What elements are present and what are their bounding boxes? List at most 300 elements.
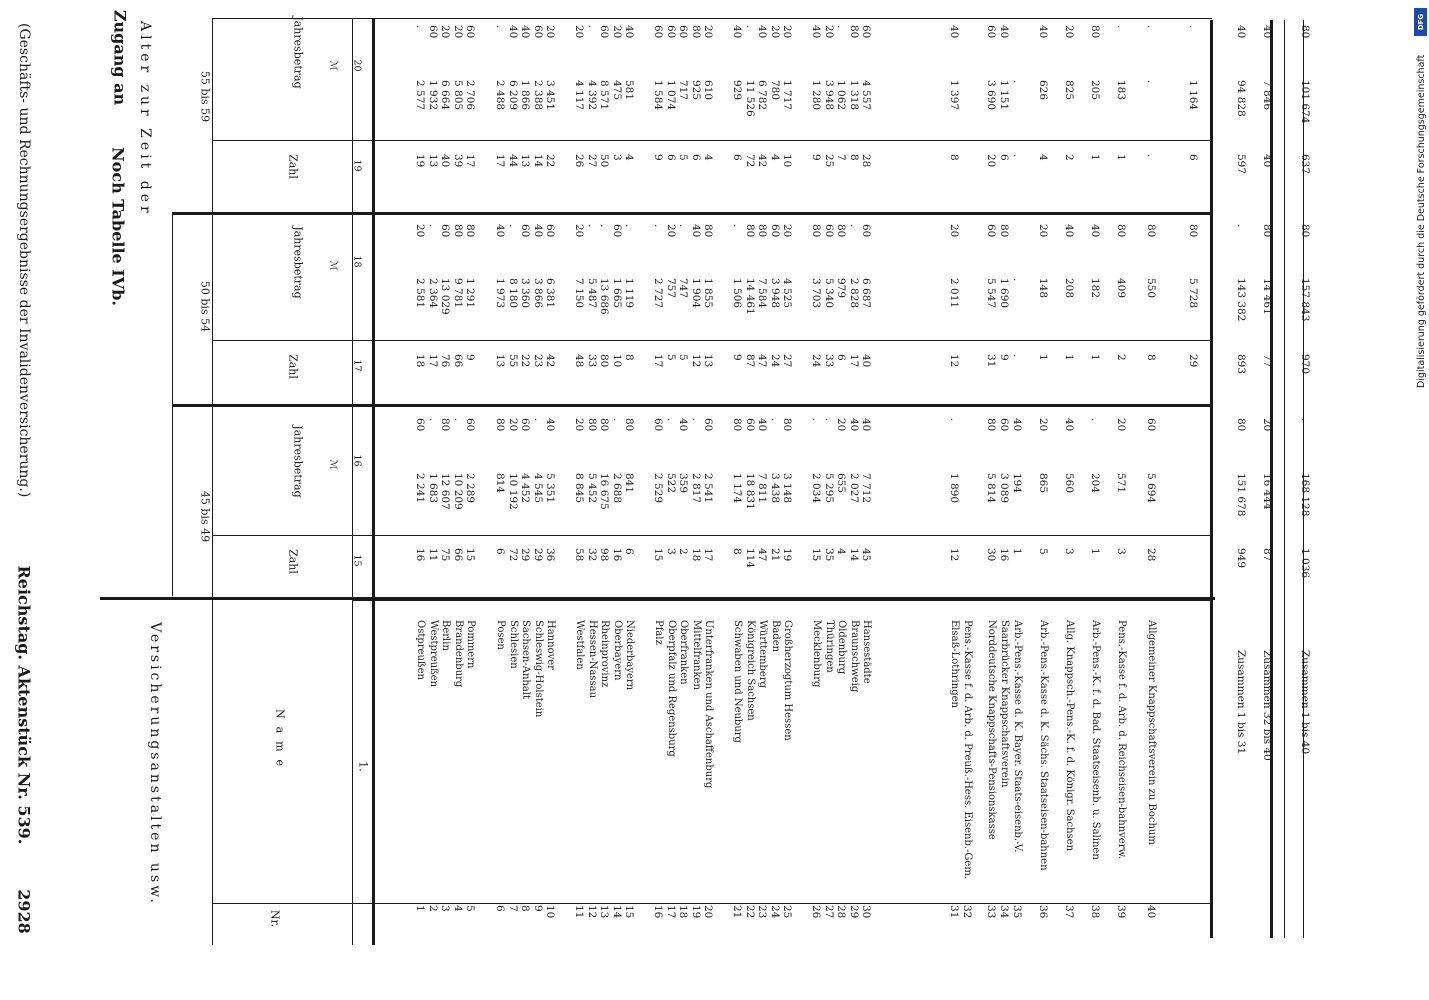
cell-c16: 5 694: [1145, 473, 1157, 504]
row-nr: 18: [677, 905, 690, 919]
cell-p20: 20: [781, 25, 794, 39]
cell-c18: 979: [835, 278, 848, 299]
cell-p16: 80: [439, 418, 452, 432]
cell-c16: 865: [1037, 473, 1049, 494]
cell-c19: 6: [731, 154, 743, 161]
cell-c18: 1 665: [610, 278, 623, 309]
row-name: Oldenburg: [836, 620, 848, 675]
cell-p18: 60: [768, 224, 781, 238]
cell-c17: 13: [494, 354, 506, 368]
cell-p18: 20: [948, 224, 960, 238]
cell-c18: 6 381: [544, 278, 557, 309]
row-name: Königreich Sachsen: [744, 620, 756, 721]
row-nr: 40: [1145, 905, 1157, 919]
cell-p16: 20: [1037, 418, 1049, 432]
cell-p18: 60: [822, 224, 835, 238]
cell-c17: 40: [860, 354, 873, 368]
cell-c16: 5 814: [985, 473, 997, 504]
row-nr: 8: [519, 905, 532, 912]
row-nr: 35: [1011, 905, 1023, 919]
group-label-50-54: 50 bis 54: [198, 280, 212, 333]
total-c20: 101 674: [1299, 80, 1311, 124]
cell-c16: 4 545: [531, 473, 544, 504]
cell-c18: 182: [1089, 278, 1101, 299]
cell-c15: 15: [464, 548, 477, 562]
cell-c19: .: [1011, 154, 1023, 158]
cell-c17: 27: [781, 354, 794, 368]
cell-c20: 929: [731, 80, 743, 101]
cell-c15: 28: [1145, 548, 1157, 562]
cell-c16: 10 209: [451, 473, 464, 510]
row-nr: 20: [702, 905, 715, 919]
cell-p20: 60: [464, 25, 477, 39]
cell-c19: 9: [652, 154, 664, 161]
unit-18: ℳ: [327, 260, 339, 271]
page-number: 2928: [14, 889, 34, 934]
cell-p16: 60: [652, 418, 664, 432]
cell-c18: 1 506: [731, 278, 743, 309]
row-nr: 21: [731, 905, 743, 919]
cell-p20: .: [1115, 25, 1127, 29]
cell-c15: 32: [585, 548, 598, 562]
cell-c20: 6 664: [439, 80, 452, 111]
cell-c16: 16 675: [598, 473, 611, 510]
cell-c18: 1 119: [623, 278, 636, 309]
cell-p16: 80: [598, 418, 611, 432]
cell-p18: 60: [544, 224, 557, 238]
cell-p20: 40: [998, 25, 1010, 39]
cell-c17: 18: [414, 354, 426, 368]
cell-c20: 6 782: [756, 80, 769, 111]
cell-c19: 8: [948, 154, 960, 161]
cell-c20: 11 526: [743, 80, 756, 117]
cell-c19: 1: [1115, 154, 1127, 161]
cell-c17: 48: [573, 354, 585, 368]
cell-c16: 359: [677, 473, 690, 494]
cell-c19: 6: [998, 154, 1010, 161]
cell-p16: 60: [414, 418, 426, 432]
cell-p16: 20: [1115, 418, 1127, 432]
cell-p20: 80: [847, 25, 860, 39]
row-nr: 9: [531, 905, 544, 912]
row-nr: 34: [998, 905, 1010, 919]
cell-c20: 183: [1115, 80, 1127, 101]
unit-16: ℳ: [327, 459, 339, 470]
cell-p18: 80: [998, 224, 1010, 238]
cell-p20: .: [585, 25, 598, 29]
group-label-55-59: 55 bis 59: [198, 70, 212, 123]
cell-c17: 29: [1187, 354, 1199, 368]
cell-c16: 814: [494, 473, 506, 494]
row-name: Arb.-Pens.-Kasse d. K. Bayer. Staats-eisenb.-V.: [1012, 620, 1023, 853]
row-name: Berlin: [440, 620, 452, 651]
index-16: 16: [351, 454, 363, 467]
row-nr: 38: [1089, 905, 1101, 919]
cell-p16: 60: [702, 418, 715, 432]
cell-c15: 17: [702, 548, 715, 562]
cell-c16: 571: [1115, 473, 1127, 494]
total-c18: 157 843: [1299, 278, 1311, 322]
cell-c17: 12: [689, 354, 702, 368]
row-nr: 39: [1115, 905, 1127, 919]
cell-p18: 60: [985, 224, 997, 238]
row-nr: 30: [860, 905, 873, 919]
cell-c19: 26: [573, 154, 585, 168]
cell-c19: 20: [985, 154, 997, 168]
cell-c17: 5: [664, 354, 677, 361]
cell-c18: 13 029: [439, 278, 452, 315]
row-name: Pens.-Kasse f. d. Arb. d. Preuß.-Hess. Eisenb.-Gem.: [962, 620, 973, 879]
cell-p16: 40: [847, 418, 860, 432]
cell-c20: .: [1011, 80, 1023, 84]
cell-p16: 40: [544, 418, 557, 432]
cell-c15: 21: [768, 548, 781, 562]
cell-p16: 40: [756, 418, 769, 432]
cell-c19: 44: [506, 154, 519, 168]
cell-c20: 1 151: [998, 80, 1010, 111]
cell-c20: 581: [623, 80, 636, 101]
cell-c17: 17: [426, 354, 439, 368]
index-18: 18: [351, 255, 363, 268]
cell-c19: 13: [519, 154, 532, 168]
amount-label-20: Jahresbetrag: [291, 16, 305, 89]
cell-c15: 35: [822, 548, 835, 562]
cell-p18: 40: [1089, 224, 1101, 238]
cell-c20: 1 866: [519, 80, 532, 111]
row-name: Pfalz: [653, 620, 664, 645]
cell-c18: 3 360: [519, 278, 532, 309]
row-nr: 7: [506, 905, 519, 912]
cell-p18: .: [585, 224, 598, 228]
cell-p20: 60: [426, 25, 439, 39]
cell-p20: .: [414, 25, 426, 29]
cell-c20: 3 948: [822, 80, 835, 111]
cell-c15: 29: [531, 548, 544, 562]
cell-p20: 20: [768, 25, 781, 39]
total-c18: 14 461: [1261, 278, 1273, 315]
cell-c19: 22: [544, 154, 557, 168]
cell-c15: 29: [519, 548, 532, 562]
cell-p18: .: [731, 224, 743, 228]
cell-c20: 475: [610, 80, 623, 101]
cell-p20: 40: [948, 25, 960, 39]
cell-c19: 4: [702, 154, 715, 161]
cell-c16: 1 174: [731, 473, 743, 504]
row-name: Schwaben und Neuburg: [732, 620, 743, 743]
cell-c15: 58: [573, 548, 585, 562]
row-name: Unterfranken und Aschaffenburg: [703, 620, 715, 789]
cell-c15: 14: [847, 548, 860, 562]
cell-c18: 550: [1145, 278, 1157, 299]
cell-c18: 208: [1063, 278, 1075, 299]
cell-c19: 3: [610, 154, 623, 161]
group-label-45-49: 45 bis 49: [198, 490, 212, 543]
row-nr: 1: [414, 905, 426, 912]
cell-c16: 560: [1063, 473, 1075, 494]
cell-c19: 27: [585, 154, 598, 168]
cell-c18: 7 584: [756, 278, 769, 309]
cell-p18: 80: [756, 224, 769, 238]
total-c19: 597: [1235, 154, 1247, 175]
row-name: Norddeutsche Knappschafts-Pensionskasse: [986, 620, 997, 840]
cell-c18: 5 340: [822, 278, 835, 309]
cell-c16: 10 192: [506, 473, 519, 510]
total-c19: 40: [1261, 154, 1273, 168]
institutions-caption: Versicherungsanstalten usw.: [147, 622, 163, 906]
total-c16: 16 444: [1261, 473, 1273, 510]
cell-p20: 20: [610, 25, 623, 39]
cell-p20: 20: [573, 25, 585, 39]
cell-c19: 28: [860, 154, 873, 168]
cell-p20: 20: [822, 25, 835, 39]
cell-c15: 19: [781, 548, 794, 562]
cell-c18: 5 487: [585, 278, 598, 309]
cell-c18: 1 291: [464, 278, 477, 309]
cell-c18: 148: [1037, 278, 1049, 299]
cell-p16: 80: [781, 418, 794, 432]
cell-c16: 2 241: [414, 473, 426, 504]
cell-p16: 40: [1063, 418, 1075, 432]
cell-c16: 4 452: [519, 473, 532, 504]
cell-p18: 40: [689, 224, 702, 238]
cell-p16: .: [768, 418, 781, 422]
cell-c17: 17: [652, 354, 664, 368]
index-17: 17: [351, 359, 363, 372]
cell-c19: 72: [743, 154, 756, 168]
cell-p20: 60: [860, 25, 873, 39]
cell-c15: 8: [731, 548, 743, 555]
cell-p18: 20: [414, 224, 426, 238]
row-name: Saarbrücker Knappschaftsverein: [999, 620, 1010, 788]
cell-c20: 717: [677, 80, 690, 101]
cell-p18: 60: [860, 224, 873, 238]
cell-p18: 60: [439, 224, 452, 238]
cell-p18: 20: [1037, 224, 1049, 238]
cell-p20: 80: [689, 25, 702, 39]
cell-p20: 20: [544, 25, 557, 39]
cell-p16: 80: [985, 418, 997, 432]
cell-c18: 3 703: [810, 278, 822, 309]
cell-c18: 1 904: [689, 278, 702, 309]
cell-c16: 204: [1089, 473, 1101, 494]
cell-p18: 60: [519, 224, 532, 238]
cell-c19: 17: [464, 154, 477, 168]
row-name: Posen: [495, 620, 506, 650]
row-name: Elsaß-Lothringen: [949, 620, 960, 708]
cell-p20: 40: [519, 25, 532, 39]
cell-c17: 5: [677, 354, 690, 361]
cell-c15: 75: [439, 548, 452, 562]
cell-p16: .: [426, 418, 439, 422]
cell-c16: 841: [623, 473, 636, 494]
cell-c17: 1: [1037, 354, 1049, 361]
cell-c20: 2 706: [464, 80, 477, 111]
cell-c15: 16: [998, 548, 1010, 562]
cell-p16: 60: [743, 418, 756, 432]
cell-c20: 3 451: [544, 80, 557, 111]
cell-p20: 20: [1063, 25, 1075, 39]
row-name: Arb.-Pens.-K. f. d. Bad. Staatseisenb. u. Salinen: [1090, 620, 1101, 860]
cell-c15: 4: [835, 548, 848, 555]
row-name: Rheinprovinz: [599, 620, 611, 688]
cell-c20: 1 164: [1187, 80, 1199, 111]
cell-c18: 409: [1115, 278, 1127, 299]
total-p20: 40: [1235, 25, 1247, 39]
total-p16: 80: [1235, 418, 1247, 432]
row-name: Brandenburg: [452, 620, 464, 688]
row-name: Pommern: [465, 620, 477, 669]
row-name: Mecklenburg: [811, 620, 822, 688]
row-name: Thüringen: [823, 620, 835, 673]
cell-p18: 20: [781, 224, 794, 238]
cell-c16: 5 351: [544, 473, 557, 504]
cell-c15: 15: [652, 548, 664, 562]
row-name: Niederbayern: [624, 620, 636, 691]
cell-c16: 3 148: [781, 473, 794, 504]
cell-p20: 40: [810, 25, 822, 39]
cell-c15: 45: [860, 548, 873, 562]
cell-c15: 72: [506, 548, 519, 562]
cell-c20: 1 062: [835, 80, 848, 111]
total-c19: 637: [1299, 154, 1311, 175]
cell-p20: .: [835, 25, 848, 29]
cell-c19: 50: [598, 154, 611, 168]
cell-p20: 40: [506, 25, 519, 39]
row-name: Oberfranken: [678, 620, 690, 685]
cell-c18: 2 581: [414, 278, 426, 309]
cell-p20: 40: [756, 25, 769, 39]
index-20: 20: [351, 59, 363, 72]
row-nr: 17: [664, 905, 677, 919]
row-nr: 23: [756, 905, 769, 919]
row-name: Baden: [769, 620, 781, 653]
row-nr: 36: [1037, 905, 1049, 919]
cell-c15: 16: [414, 548, 426, 562]
total-label: Zusammen 1 bis 40: [1299, 650, 1311, 755]
cell-p16: 20: [506, 418, 519, 432]
cell-c16: 5 295: [822, 473, 835, 504]
total-c15: 87: [1261, 548, 1273, 562]
cell-c18: 2 727: [652, 278, 664, 309]
cell-p20: .: [743, 25, 756, 29]
cell-c15: 30: [985, 548, 997, 562]
cell-c17: 24: [810, 354, 822, 368]
cell-c17: 9: [998, 354, 1010, 361]
cell-c15: 15: [810, 548, 822, 562]
cell-c19: 17: [494, 154, 506, 168]
cell-c19: 25: [822, 154, 835, 168]
cell-c15: 114: [743, 548, 756, 569]
cell-p16: 80: [623, 418, 636, 432]
row-nr: 27: [822, 905, 835, 919]
row-name: Oberpfalz und Regensburg: [665, 620, 677, 757]
cell-p18: .: [652, 224, 664, 228]
amount-label-16: Jahresbetrag: [291, 425, 305, 498]
row-name: Großherzogtum Hessen: [782, 620, 794, 741]
cell-p18: 80: [702, 224, 715, 238]
cell-c16: 522: [664, 473, 677, 494]
cell-p18: .: [426, 224, 439, 228]
cell-p20: .: [494, 25, 506, 29]
cell-c17: 9: [731, 354, 743, 361]
cell-c16: 7 811: [756, 473, 769, 504]
cell-c20: 8 571: [598, 80, 611, 111]
cell-c17: 87: [743, 354, 756, 368]
cell-p18: 40: [1063, 224, 1075, 238]
cell-p20: 60: [531, 25, 544, 39]
cell-p16: 60: [1145, 418, 1157, 432]
cell-p16: 20: [835, 418, 848, 432]
cell-c15: 3: [664, 548, 677, 555]
total-c15: 949: [1235, 548, 1247, 569]
cell-c19: 10: [781, 154, 794, 168]
row-name: Westpreußen: [427, 620, 439, 688]
row-name: Schleswig-Holstein: [532, 620, 544, 718]
cell-c15: 6: [494, 548, 506, 555]
cell-c15: 12: [948, 548, 960, 562]
cell-p20: 40: [1037, 25, 1049, 39]
row-nr: 31: [948, 905, 960, 919]
cell-p16: .: [531, 418, 544, 422]
total-c16: 151 678: [1235, 473, 1247, 517]
cell-c20: 1 717: [781, 80, 794, 111]
total-c17: 893: [1235, 354, 1247, 375]
row-nr: 33: [985, 905, 997, 919]
row-name: Württemberg: [757, 620, 769, 689]
row-nr: 14: [610, 905, 623, 919]
cell-p18: 20: [573, 224, 585, 238]
cell-p18: 80: [1187, 224, 1199, 238]
cell-c16: 12 607: [439, 473, 452, 510]
name-index: 1.: [356, 761, 370, 772]
cell-c15: 1: [1089, 548, 1101, 555]
cell-c15: 2: [677, 548, 690, 555]
row-nr: 13: [598, 905, 611, 919]
cell-c16: 1 683: [426, 473, 439, 504]
cell-p16: 80: [731, 418, 743, 432]
cell-p16: 60: [998, 418, 1010, 432]
total-p18: .: [1235, 224, 1247, 228]
cell-c18: 6 687: [860, 278, 873, 309]
cell-c17: 23: [531, 354, 544, 368]
name-header: Name: [273, 708, 287, 775]
cell-c16: 8 845: [573, 473, 585, 504]
cell-p18: 20: [664, 224, 677, 238]
row-nr: 15: [623, 905, 636, 919]
row-name: Hessen-Nassau: [586, 620, 598, 699]
cell-c16: 5 452: [585, 473, 598, 504]
cell-c18: 2 011: [948, 278, 960, 309]
cell-c17: 22: [519, 354, 532, 368]
cell-c18: .: [1011, 278, 1023, 282]
row-nr: 25: [781, 905, 794, 919]
row-name: Hansestädte: [861, 620, 873, 684]
cell-c20: 780: [768, 80, 781, 101]
cell-c19: 4: [1037, 154, 1049, 161]
row-name: Pens.-Kasse f. d. Arb. d. Reichseisen-bahnverw.: [1116, 620, 1127, 860]
cell-c15: 47: [756, 548, 769, 562]
cell-c18: 1 690: [998, 278, 1010, 309]
row-nr: 32: [961, 905, 973, 919]
row-name: Oberbayern: [611, 620, 623, 681]
row-name: Westfalen: [574, 620, 585, 670]
cell-p18: 80: [451, 224, 464, 238]
cell-p18: .: [598, 224, 611, 228]
row-nr: 29: [847, 905, 860, 919]
cell-c17: 55: [506, 354, 519, 368]
dfg-logo: DFG: [1414, 8, 1427, 36]
cell-c19: 1: [1089, 154, 1101, 161]
